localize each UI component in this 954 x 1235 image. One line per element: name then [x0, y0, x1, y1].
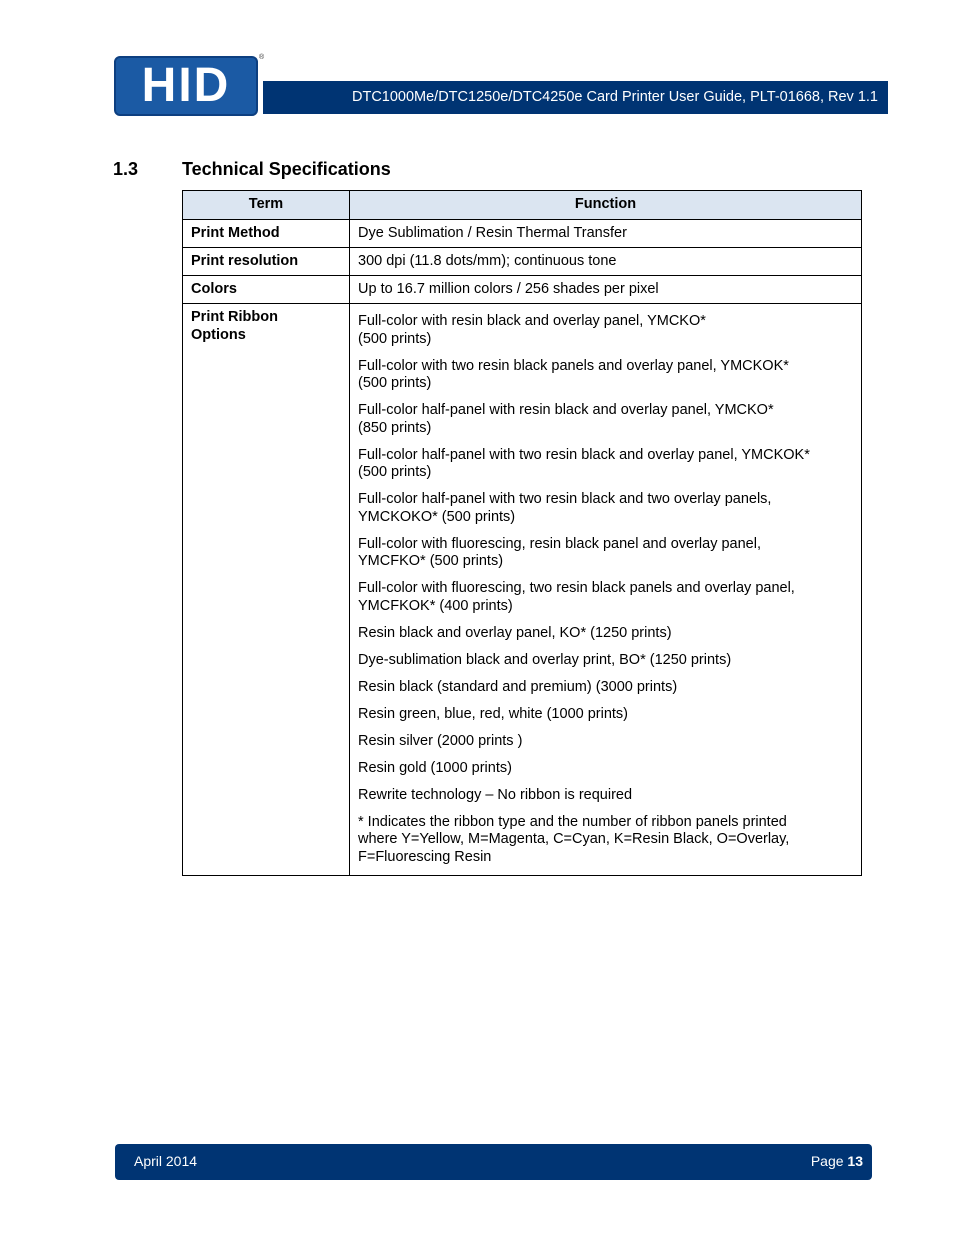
ribbon-option-line: Full-color half-panel with two resin black and two overlay panels, [358, 491, 772, 507]
ribbon-option-line: Full-color half-panel with resin black and overlay panel, YMCKO* [358, 402, 774, 418]
table-row [183, 220, 862, 248]
ribbon-option-line: F=Fluorescing Resin [358, 848, 492, 865]
table-row [183, 248, 862, 276]
ribbon-option [358, 358, 853, 393]
ribbon-option-line: Full-color with resin black and overlay panel, YMCKO* [358, 313, 706, 329]
ribbon-option [358, 313, 853, 348]
term-cell: Print Method [183, 220, 350, 248]
header-function: Function [350, 191, 862, 220]
ribbon-options-list [350, 304, 862, 876]
ribbon-option-line: (500 prints) [358, 375, 432, 391]
page-label: Page [810, 1153, 844, 1169]
ribbon-option-line: Full-color half-panel with two resin black and overlay panel, YMCKOK* [358, 446, 810, 463]
ribbon-option-line: Resin green, blue, red, white (1000 prints) [358, 705, 629, 722]
ribbon-option [358, 733, 853, 751]
page-number: 13 [847, 1153, 863, 1169]
footer-date: April 2014 [134, 1153, 198, 1169]
document-title: DTC1000Me/DTC1250e/DTC4250e Card Printer User Guide, PLT-01668, Rev 1.1 [351, 89, 878, 105]
specifications-table [182, 190, 862, 876]
ribbon-option-line: Resin silver (2000 prints ) [358, 732, 523, 749]
ribbon-option [358, 491, 853, 526]
section-number: 1.3 [113, 159, 139, 179]
ribbon-option-line: (500 prints) [358, 330, 432, 347]
table-row-ribbon-options [183, 304, 862, 876]
function-cell: Up to 16.7 million colors / 256 shades per pixel [350, 276, 862, 304]
footer-page [811, 1153, 863, 1169]
ribbon-option-line: Full-color with fluorescing, two resin black panels and overlay panel, [358, 580, 795, 596]
ribbon-option-line: Full-color with fluorescing, resin black panel and overlay panel, [358, 535, 761, 552]
ribbon-option [358, 706, 853, 724]
hid-logo-text: HID [141, 59, 231, 112]
ribbon-option [358, 536, 853, 571]
page-footer [115, 1144, 872, 1180]
function-cell: Dye Sublimation / Resin Thermal Transfer [350, 220, 862, 248]
section-title: Technical Specifications [182, 159, 391, 179]
ribbon-option [358, 787, 853, 805]
ribbon-option [358, 679, 853, 697]
table-row [183, 276, 862, 304]
ribbon-option-line: Rewrite technology – No ribbon is required [358, 786, 633, 803]
document-title-bar [263, 81, 888, 114]
term-cell: Colors [183, 276, 350, 304]
ribbon-option [358, 652, 853, 670]
ribbon-option [358, 625, 853, 643]
ribbon-option-line: Resin black (standard and premium) (3000 prints) [358, 678, 678, 695]
ribbon-option-line: Resin black and overlay panel, KO* (1250 prints) [358, 624, 672, 641]
ribbon-option-line: YMCKOKO* (500 prints) [358, 508, 516, 525]
term-line: Print Ribbon [191, 309, 278, 325]
ribbon-option [358, 447, 853, 482]
ribbon-option-line: Full-color with two resin black panels and overlay panel, YMCKOK* [358, 357, 789, 374]
ribbon-option-line: (500 prints) [358, 464, 432, 480]
ribbon-option-line: * Indicates the ribbon type and the number of ribbon panels printed [358, 813, 787, 830]
function-cell: 300 dpi (11.8 dots/mm); continuous tone [350, 248, 862, 276]
term-cell [183, 304, 350, 876]
ribbon-option-line: Resin gold (1000 prints) [358, 759, 512, 776]
ribbon-option [358, 580, 853, 615]
ribbon-option [358, 760, 853, 778]
ribbon-option-line: YMCFKO* (500 prints) [358, 553, 504, 569]
term-line: Options [191, 326, 246, 343]
ribbon-option-line: YMCFKOK* (400 prints) [358, 597, 513, 614]
hid-logo [114, 56, 258, 116]
ribbon-option [358, 814, 853, 867]
ribbon-option-line: where Y=Yellow, M=Magenta, C=Cyan, K=Resin Black, O=Overlay, [358, 831, 790, 847]
ribbon-option-line: (850 prints) [358, 419, 432, 436]
header-term: Term [183, 191, 350, 220]
registered-mark: ® [259, 54, 265, 61]
term-cell: Print resolution [183, 248, 350, 276]
table-header-row [183, 191, 862, 220]
ribbon-option-line: Dye-sublimation black and overlay print, BO* (1250 prints) [358, 651, 732, 668]
ribbon-option [358, 402, 853, 437]
hid-logo-mark [116, 58, 256, 114]
